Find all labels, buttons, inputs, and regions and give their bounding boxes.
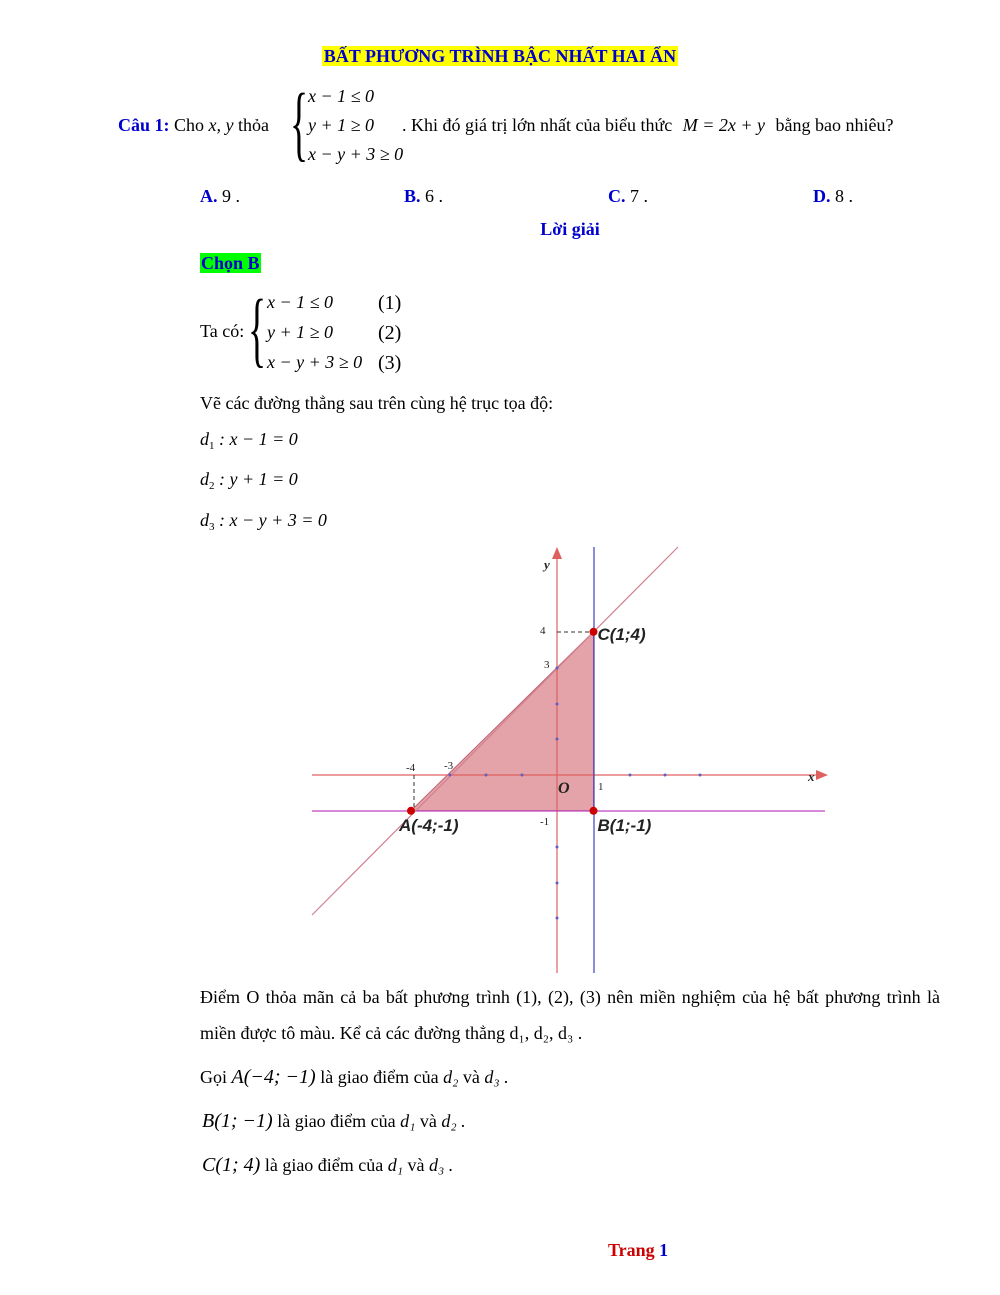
solution-graph (310, 545, 830, 975)
draw-intro: Vẽ các đường thẳng sau trên cùng hệ trục tọa độ: (200, 393, 554, 413)
question-ask-post: bằng bao nhiêu? (775, 115, 894, 135)
point-marker (590, 628, 598, 636)
option-b-value: 6 . (425, 186, 444, 206)
line-d3: $d_3$ : x − y + 3 = 0 (200, 510, 327, 533)
tick-dot (521, 774, 524, 777)
page-footer (608, 1240, 668, 1261)
question-vars: x, y (208, 115, 234, 135)
option-a-value: 9 . (222, 186, 240, 206)
point-b-sentence: B(1; −1) là giao điểm của d₁ và d₂ . (202, 1110, 466, 1132)
option-d-value: 8 . (835, 186, 853, 206)
system-line-3: x − y + 3 ≥ 0 (308, 144, 404, 164)
point-label: A(-4;-1) (399, 815, 459, 835)
option-c-letter: C. (608, 186, 626, 206)
question-ask-pre: . Khi đó giá trị lớn nhất của biểu thức (402, 115, 673, 135)
line-d2: $d_2$ : y + 1 = 0 (200, 469, 298, 492)
point-a-sentence: Gọi A(−4; −1) là giao điểm của d₂ và d₃ . (200, 1066, 509, 1088)
point-label: C(1;4) (597, 624, 646, 644)
question-satisfy: thỏa (238, 115, 270, 135)
option-b-letter: B. (404, 186, 421, 206)
numbered-tag-3: (3) (378, 352, 402, 374)
question-expr: M = 2x + y (682, 115, 765, 135)
x-tick-1: 1 (598, 781, 604, 793)
question-label: Câu 1: (118, 115, 170, 135)
line-d1: $d_1$ : x − 1 = 0 (200, 429, 298, 452)
question-line (118, 115, 269, 136)
tick-dot (556, 882, 559, 885)
point-c-sentence: C(1; 4) là giao điểm của d₁ và d₃ . (202, 1154, 454, 1176)
option-d-letter: D. (813, 186, 831, 206)
tick-dot (629, 774, 632, 777)
y-tick-3: 3 (544, 659, 550, 671)
numbered-eq-2: y + 1 ≥ 0 (267, 322, 334, 342)
footer-label: Trang (608, 1240, 655, 1260)
tick-dot (699, 774, 702, 777)
tick-dot (556, 846, 559, 849)
x-axis-arrow (816, 770, 828, 780)
numbered-tag-1: (1) (378, 292, 402, 314)
point-marker (407, 807, 415, 815)
numbered-tag-2: (2) (378, 322, 402, 344)
tick-dot (556, 738, 559, 741)
footer-page-number: 1 (659, 1240, 669, 1260)
point-label: B(1;-1) (597, 815, 652, 835)
line-d3-graph (312, 547, 678, 915)
system-brace: { (290, 77, 309, 170)
chosen-answer: Chọn B (201, 253, 260, 273)
solution-heading: Lời giải (540, 219, 600, 239)
question-intro: Cho (174, 115, 205, 135)
origin-label: O (558, 780, 570, 797)
option-b[interactable] (404, 186, 443, 207)
point-marker (590, 807, 598, 815)
system-line-2: y + 1 ≥ 0 (308, 115, 375, 135)
tick-dot (556, 917, 559, 920)
option-c[interactable] (608, 186, 648, 207)
ta-co-label: Ta có: (200, 321, 245, 341)
question-ask (402, 115, 893, 136)
x-axis-label: x (808, 769, 815, 784)
tick-dot (449, 774, 452, 777)
option-a[interactable] (200, 186, 240, 207)
tick-dot (556, 703, 559, 706)
x-tick--4: -4 (406, 762, 416, 774)
page-title: BẤT PHƯƠNG TRÌNH BẬC NHẤT HAI ẨN (323, 46, 677, 66)
option-a-letter: A. (200, 186, 218, 206)
tick-dot (556, 667, 559, 670)
y-axis-arrow (552, 547, 562, 559)
x-tick--3: -3 (444, 760, 454, 772)
system-numbered-brace: { (248, 283, 267, 376)
option-c-value: 7 . (630, 186, 648, 206)
tick-dot (664, 774, 667, 777)
system-line-1: x − 1 ≤ 0 (308, 86, 375, 106)
y-axis-label: y (544, 557, 550, 572)
explanation-paragraph: Điểm O thỏa mãn cả ba bất phương trình (1), (2), (3) nên miền nghiệm của hệ bất phương trình là miền được tô màu. Kể cả các đường thẳng d₁, d₂, d₃ . (200, 987, 940, 1043)
y-tick--1: -1 (540, 816, 550, 828)
numbered-eq-1: x − 1 ≤ 0 (267, 292, 334, 312)
y-tick-4: 4 (540, 625, 546, 637)
numbered-eq-3: x − y + 3 ≥ 0 (267, 352, 363, 372)
option-d[interactable] (813, 186, 853, 207)
tick-dot (485, 774, 488, 777)
